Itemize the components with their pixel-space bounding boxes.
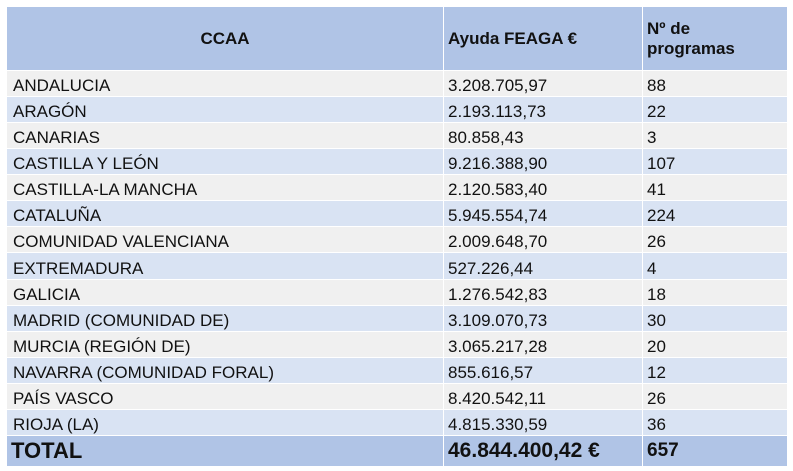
total-programas: 657 [643,436,788,467]
table-row [7,97,788,123]
cell-programas: 36 [643,409,788,435]
cell-ayuda: 2.009.648,70 [444,227,643,253]
table-row [7,409,788,435]
table-row [7,123,788,149]
table-row [7,227,788,253]
cell-programas: 88 [643,71,788,97]
cell-programas: 26 [643,383,788,409]
table-row [7,175,788,201]
cell-ayuda: 3.109.070,73 [444,305,643,331]
cell-programas: 18 [643,279,788,305]
cell-ccaa: MADRID (COMUNIDAD DE) [7,305,444,331]
total-row [7,436,788,467]
cell-ayuda: 9.216.388,90 [444,149,643,175]
table-body [7,71,788,436]
header-programas [643,7,788,71]
table-row [7,71,788,97]
cell-ccaa: COMUNIDAD VALENCIANA [7,227,444,253]
cell-ccaa: MURCIA (REGIÓN DE) [7,331,444,357]
cell-ayuda: 527.226,44 [444,253,643,279]
cell-programas: 4 [643,253,788,279]
cell-ccaa: ARAGÓN [7,97,444,123]
cell-ayuda: 3.065.217,28 [444,331,643,357]
table-row [7,201,788,227]
table-row [7,305,788,331]
cell-ccaa: PAÍS VASCO [7,383,444,409]
table-row [7,383,788,409]
cell-ccaa: NAVARRA (COMUNIDAD FORAL) [7,357,444,383]
cell-programas: 107 [643,149,788,175]
cell-programas: 26 [643,227,788,253]
table-header-row [7,7,788,71]
cell-programas: 3 [643,123,788,149]
cell-ccaa: CANARIAS [7,123,444,149]
cell-ayuda: 855.616,57 [444,357,643,383]
table-row [7,331,788,357]
cell-ayuda: 8.420.542,11 [444,383,643,409]
cell-ccaa: CATALUÑA [7,201,444,227]
cell-ayuda: 3.208.705,97 [444,71,643,97]
cell-programas: 20 [643,331,788,357]
header-ccaa: CCAA [7,7,444,71]
header-programas-line1: Nº de [647,18,691,38]
cell-ccaa: CASTILLA-LA MANCHA [7,175,444,201]
total-ayuda: 46.844.400,42 € [444,436,643,467]
cell-ayuda: 2.120.583,40 [444,175,643,201]
table-row [7,357,788,383]
total-label: TOTAL [7,436,444,467]
header-programas-line2: programas [647,38,735,58]
cell-ccaa: GALICIA [7,279,444,305]
cell-ayuda: 2.193.113,73 [444,97,643,123]
cell-ayuda: 5.945.554,74 [444,201,643,227]
cell-programas: 12 [643,357,788,383]
cell-programas: 30 [643,305,788,331]
table-row [7,253,788,279]
cell-ccaa: EXTREMADURA [7,253,444,279]
cell-programas: 41 [643,175,788,201]
table-row [7,149,788,175]
header-ayuda: Ayuda FEAGA € [444,7,643,71]
cell-ccaa: RIOJA (LA) [7,409,444,435]
table-row [7,279,788,305]
cell-programas: 224 [643,201,788,227]
cell-ayuda: 1.276.542,83 [444,279,643,305]
cell-programas: 22 [643,97,788,123]
cell-ccaa: CASTILLA Y LEÓN [7,149,444,175]
feaga-table [6,6,788,467]
cell-ccaa: ANDALUCIA [7,71,444,97]
cell-ayuda: 80.858,43 [444,123,643,149]
cell-ayuda: 4.815.330,59 [444,409,643,435]
